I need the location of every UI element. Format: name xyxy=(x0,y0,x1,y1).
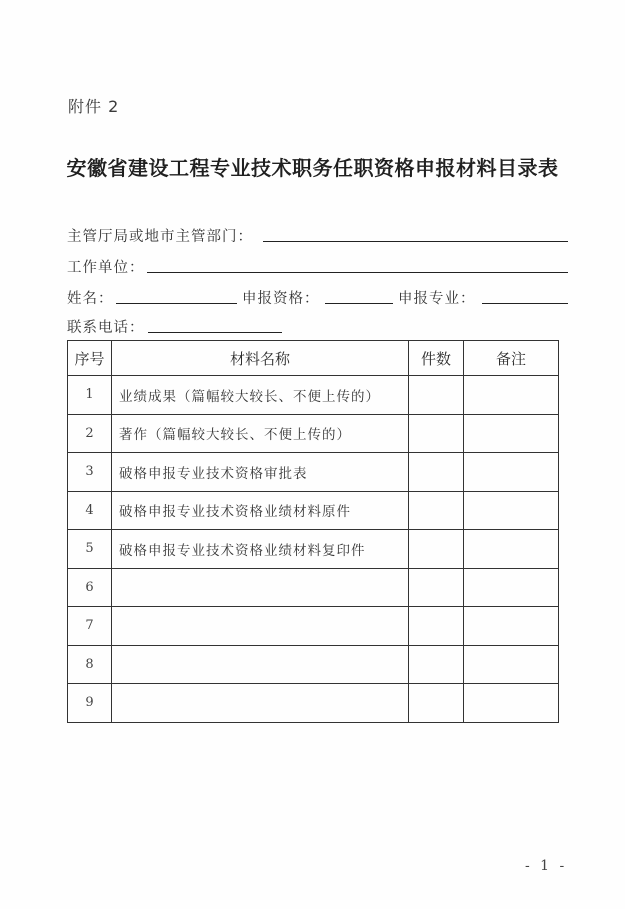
material-name: 破格申报专业技术资格审批表 xyxy=(112,453,409,492)
table-row xyxy=(68,568,559,607)
page-number: - 1 - xyxy=(525,858,568,874)
count-cell[interactable] xyxy=(409,684,464,723)
remark-cell[interactable] xyxy=(464,568,559,607)
table-row xyxy=(68,414,559,453)
material-name[interactable] xyxy=(112,645,409,684)
qualification-label: 申报资格： xyxy=(242,291,320,307)
dept-label: 主管厅局或地市主管部门： xyxy=(67,229,253,245)
table-row xyxy=(68,530,559,569)
table-row xyxy=(68,645,559,684)
table-row xyxy=(68,491,559,530)
materials-table xyxy=(67,340,559,723)
phone-field[interactable] xyxy=(148,332,282,333)
remark-cell[interactable] xyxy=(464,491,559,530)
dept-field[interactable] xyxy=(263,241,568,242)
table-row xyxy=(68,376,559,415)
material-name[interactable] xyxy=(112,607,409,646)
column-header-seq: 序号 xyxy=(68,341,112,376)
column-header-remark: 备注 xyxy=(464,341,559,376)
table-row xyxy=(68,453,559,492)
remark-cell[interactable] xyxy=(464,684,559,723)
table-row xyxy=(68,684,559,723)
remark-cell[interactable] xyxy=(464,607,559,646)
row-number: 3 xyxy=(68,453,112,492)
phone-label: 联系电话： xyxy=(67,320,145,336)
name-field[interactable] xyxy=(116,303,237,304)
remark-cell[interactable] xyxy=(464,376,559,415)
material-name: 破格申报专业技术资格业绩材料复印件 xyxy=(112,530,409,569)
qualification-field[interactable] xyxy=(325,303,393,304)
row-number: 4 xyxy=(68,491,112,530)
count-cell[interactable] xyxy=(409,376,464,415)
row-number: 1 xyxy=(68,376,112,415)
remark-cell[interactable] xyxy=(464,414,559,453)
material-name: 破格申报专业技术资格业绩材料原件 xyxy=(112,491,409,530)
column-header-count: 件数 xyxy=(409,341,464,376)
remark-cell[interactable] xyxy=(464,645,559,684)
row-number: 5 xyxy=(68,530,112,569)
table-header-row xyxy=(68,341,559,376)
remark-cell[interactable] xyxy=(464,453,559,492)
material-name: 著作（篇幅较大较长、不便上传的） xyxy=(112,414,409,453)
count-cell[interactable] xyxy=(409,607,464,646)
attachment-label: 附件 2 xyxy=(68,97,120,116)
table-row xyxy=(68,607,559,646)
unit-label: 工作单位： xyxy=(67,260,145,276)
name-label: 姓名： xyxy=(67,291,114,307)
row-number: 6 xyxy=(68,568,112,607)
column-header-name: 材料名称 xyxy=(112,341,409,376)
row-number: 9 xyxy=(68,684,112,723)
count-cell[interactable] xyxy=(409,453,464,492)
count-cell[interactable] xyxy=(409,414,464,453)
material-name[interactable] xyxy=(112,684,409,723)
row-number: 8 xyxy=(68,645,112,684)
page-title: 安徽省建设工程专业技术职务任职资格申报材料目录表 xyxy=(66,156,559,180)
count-cell[interactable] xyxy=(409,491,464,530)
unit-field[interactable] xyxy=(147,272,568,273)
row-number: 7 xyxy=(68,607,112,646)
specialty-label: 申报专业： xyxy=(398,291,476,307)
row-number: 2 xyxy=(68,414,112,453)
count-cell[interactable] xyxy=(409,645,464,684)
material-name: 业绩成果（篇幅较大较长、不便上传的） xyxy=(112,376,409,415)
remark-cell[interactable] xyxy=(464,530,559,569)
specialty-field[interactable] xyxy=(482,303,568,304)
count-cell[interactable] xyxy=(409,568,464,607)
count-cell[interactable] xyxy=(409,530,464,569)
material-name[interactable] xyxy=(112,568,409,607)
